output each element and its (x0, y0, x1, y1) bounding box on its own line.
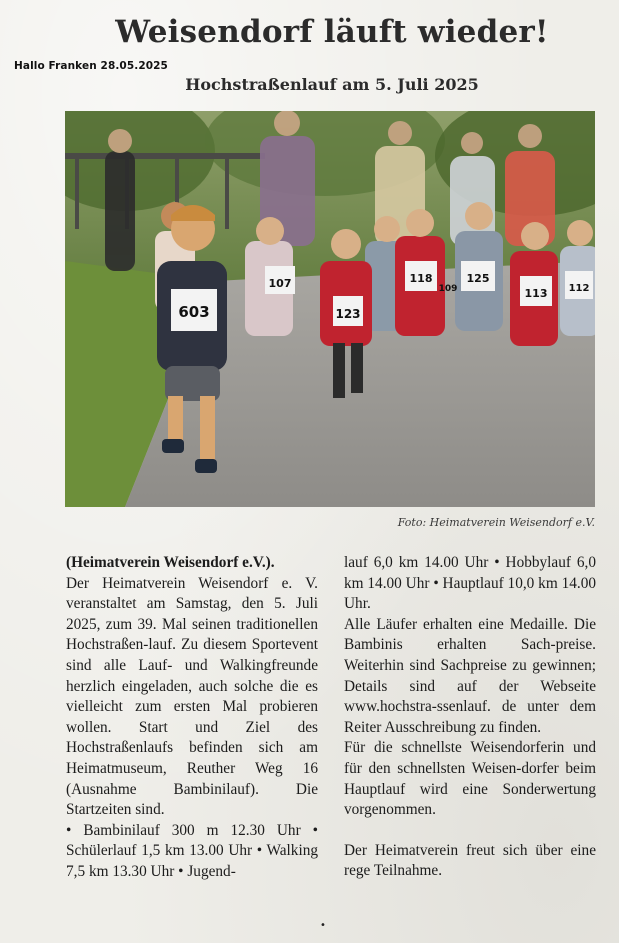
article-start-times: • Bambinilauf 300 m 12.30 Uhr • Schülerlauf 1,5 km 13.00 Uhr • Walking 7,5 km 13.30 Uhr • Jugend- (66, 821, 318, 880)
article-column-right (344, 553, 596, 882)
bib-number: 109 (438, 284, 458, 294)
photo-credit: Foto: Heimatverein Weisendorf e.V. (397, 516, 595, 529)
bib-number: 118 (409, 272, 433, 285)
source-caption: Hallo Franken 28.05.2025 (14, 60, 168, 72)
article-closing: Der Heimatverein freut sich über eine rege Teilnahme. (344, 841, 596, 880)
bib-number: 113 (524, 287, 548, 300)
bib-number: 125 (466, 272, 490, 285)
race-photo (65, 111, 595, 507)
bib-number: 112 (568, 283, 590, 294)
article-paragraph: Alle Läufer erhalten eine Medaille. Die Bambinis erhalten Sach-preise. Weiterhin sind Sachpreise zu gewinnen; Details sind auf der Webseite www.hochstra-ssenlauf. de unter dem Reiter Ausschreibung zu finden. (344, 615, 596, 736)
subheadline: Hochstraßenlauf am 5. Juli 2025 (185, 75, 479, 94)
article-start-times-continued: lauf 6,0 km 14.00 Uhr • Hobbylauf 6,0 km 14.00 Uhr • Hauptlauf 10,0 km 14.00 Uhr. (344, 554, 596, 613)
article-column-left (66, 553, 318, 883)
headline: Weisendorf läuft wieder! (115, 14, 549, 50)
page-marker-dot: • (320, 920, 326, 931)
bib-number: 603 (178, 303, 210, 321)
article-lead: (Heimatverein Weisendorf e.V.). (66, 554, 275, 571)
article-paragraph: Für die schnellste Weisendorferin und für den schnellsten Weisen-dorfer beim Hauptlauf wird eine Sonderwertung vorgenommen. (344, 739, 596, 819)
race-photo-illustration (65, 111, 595, 507)
article-paragraph: Der Heimatverein Weisendorf e. V. veranstaltet am Samstag, den 5. Juli 2025, zum 39. Mal seinen traditionellen Hochstraßen-lauf. Zu diesem Sportevent sind alle Lauf- und Walkingfreunde herzlich eingeladen, auch solche die es vielleicht zum ersten Mal probieren wollen. Start und Ziel des Hochstraßenlaufs befinden sich am Heimatmuseum, Reuther Weg 16 (Ausnahme Bambinilauf). Die Startzeiten sind. (66, 574, 318, 819)
bib-number: 107 (268, 277, 292, 290)
bib-number: 123 (335, 307, 361, 321)
